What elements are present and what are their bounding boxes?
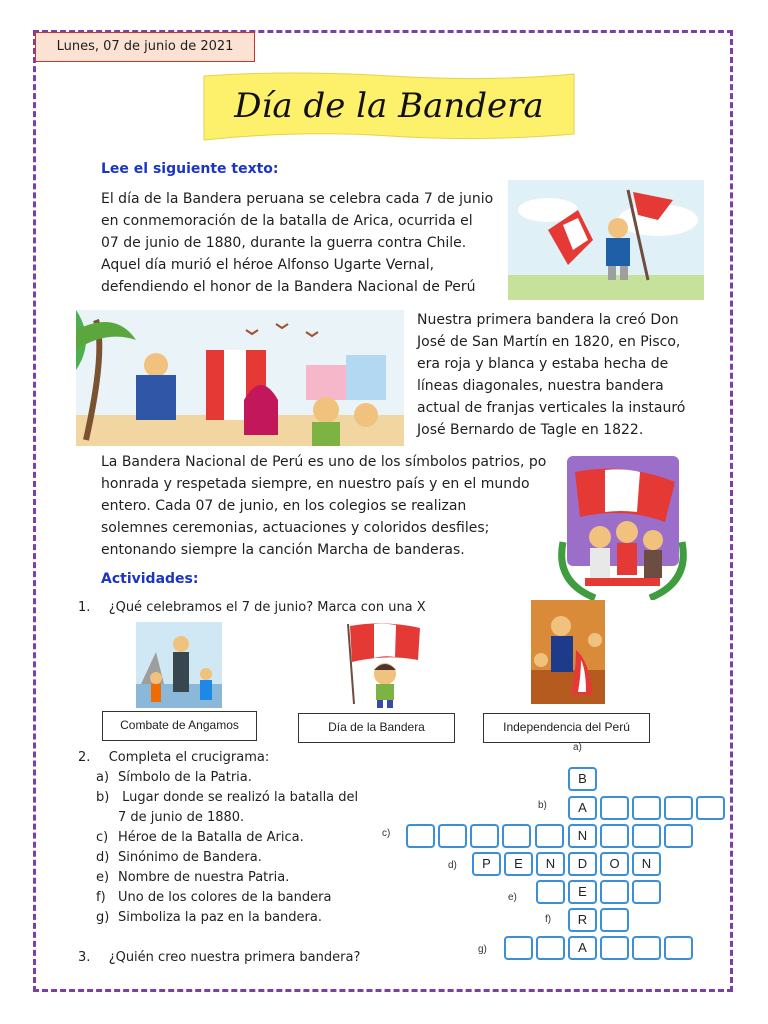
crossword-cell[interactable]: [664, 824, 693, 848]
paragraph-2-line: era roja y blanca y estaba hecha de: [417, 356, 669, 372]
paragraph-3: [101, 451, 546, 561]
paragraph-2-line: líneas diagonales, nuestra bandera: [417, 378, 664, 394]
crossword-cell[interactable]: [696, 796, 725, 820]
paragraph-2-line: José Bernardo de Tagle en 1822.: [417, 422, 644, 438]
crossword-cell[interactable]: [600, 880, 629, 904]
crossword-label-d: d): [448, 860, 457, 871]
paragraph-1-line: defendiendo el honor de la Bandera Nacional de Perú: [101, 279, 476, 295]
paragraph-3-line: honrada y respetada siempre, en nuestro país y en el mundo: [101, 476, 530, 492]
clue-item: f) Uno de los colores de la bandera: [96, 890, 332, 905]
crossword-cell[interactable]: D: [568, 852, 597, 876]
independence-illustration[interactable]: [531, 600, 605, 704]
paragraph-3-line: entero. Cada 07 de junio, en los colegios se realizan: [101, 498, 467, 514]
title-banner: [200, 70, 578, 146]
question-3-text: ¿Quién creo nuestra primera bandera?: [108, 950, 361, 965]
paragraph-2-line: Nuestra primera bandera la creó Don: [417, 312, 679, 328]
paragraph-2-line: José de San Martín en 1820, en Pisco,: [417, 334, 681, 350]
option-dia-bandera[interactable]: Día de la Bandera: [298, 713, 455, 743]
crossword-cell[interactable]: [536, 880, 565, 904]
crossword-cell[interactable]: E: [504, 852, 533, 876]
crossword-cell[interactable]: [600, 908, 629, 932]
crossword-cell[interactable]: [536, 936, 565, 960]
activities-heading: Actividades:: [101, 571, 199, 587]
question-2: [78, 750, 269, 765]
clue-item: c) Héroe de la Batalla de Arica.: [96, 830, 304, 845]
crossword-cell[interactable]: A: [568, 936, 597, 960]
crossword-cell[interactable]: N: [568, 824, 597, 848]
hero-flag-illustration: [508, 180, 704, 300]
crossword-label-f: f): [545, 914, 552, 925]
crossword-cell[interactable]: E: [568, 880, 597, 904]
crossword-cell[interactable]: [632, 936, 661, 960]
crossword-cell[interactable]: B: [568, 767, 597, 791]
question-3: [78, 950, 360, 965]
crossword-cell[interactable]: N: [632, 852, 661, 876]
paragraph-2-line: actual de franjas verticales la instauró: [417, 400, 686, 416]
crossword-label-c: c): [382, 828, 391, 839]
paragraph-1: [101, 188, 493, 298]
crossword-label-a: a): [573, 742, 582, 753]
crossword-cell[interactable]: [502, 824, 531, 848]
read-heading: Lee el siguiente texto:: [101, 161, 279, 177]
crossword-cell[interactable]: A: [568, 796, 597, 820]
crossword-cell[interactable]: [600, 936, 629, 960]
crossword-cell[interactable]: [470, 824, 499, 848]
crossword-cell[interactable]: [664, 796, 693, 820]
paragraph-3-line: La Bandera Nacional de Perú es uno de los símbolos patrios, po: [101, 454, 547, 470]
crossword-label-e: e): [508, 892, 517, 903]
crossword-label-g: g): [478, 944, 487, 955]
paragraph-1-line: 07 de junio de 1880, durante la guerra contra Chile.: [101, 235, 467, 251]
san-martin-illustration: [76, 310, 404, 446]
crossword-cell[interactable]: [406, 824, 435, 848]
kids-flag-emblem-illustration: [555, 452, 690, 600]
question-2-number: 2.: [78, 750, 91, 765]
option-angamos[interactable]: Combate de Angamos: [102, 711, 257, 741]
clue-list: [96, 768, 358, 928]
option-independencia[interactable]: Independencia del Perú: [483, 713, 650, 743]
crossword-cell[interactable]: [600, 824, 629, 848]
paragraph-3-line: entonando siempre la canción Marcha de banderas.: [101, 542, 465, 558]
paragraph-2: [417, 309, 685, 441]
clue-item: a) Símbolo de la Patria.: [96, 770, 252, 785]
clue-item: d) Sinónimo de Bandera.: [96, 850, 262, 865]
question-1-text: ¿Qué celebramos el 7 de junio? Marca con una X: [108, 600, 426, 615]
question-1: [78, 600, 426, 615]
crossword-cell[interactable]: [600, 796, 629, 820]
crossword-cell[interactable]: [664, 936, 693, 960]
crossword-grid: [380, 740, 730, 970]
crossword-cell[interactable]: [632, 796, 661, 820]
clue-item: e) Nombre de nuestra Patria.: [96, 870, 290, 885]
question-1-number: 1.: [78, 600, 91, 615]
clue-item: b) Lugar donde se realizó la batalla del: [96, 790, 359, 805]
crossword-cell[interactable]: R: [568, 908, 597, 932]
crossword-cell[interactable]: [632, 824, 661, 848]
question-2-text: Completa el crucigrama:: [108, 750, 270, 765]
crossword-cell[interactable]: P: [472, 852, 501, 876]
angamos-illustration[interactable]: [136, 622, 222, 708]
child-flag-illustration[interactable]: [340, 620, 426, 708]
crossword-cell[interactable]: [535, 824, 564, 848]
date-label: Lunes, 07 de junio de 2021: [35, 32, 255, 62]
clue-item: 7 de junio de 1880.: [118, 810, 245, 825]
paragraph-1-line: Aquel día murió el héroe Alfonso Ugarte Vernal,: [101, 257, 435, 273]
page-title: Día de la Bandera: [234, 86, 544, 126]
crossword-cell[interactable]: N: [536, 852, 565, 876]
paragraph-1-line: en conmemoración de la batalla de Arica, ocurrida el: [101, 213, 473, 229]
crossword-cell[interactable]: O: [600, 852, 629, 876]
paragraph-3-line: solemnes ceremonias, actuaciones y coloridos desfiles;: [101, 520, 490, 536]
clue-item: g) Simboliza la paz en la bandera.: [96, 910, 322, 925]
paragraph-1-line: El día de la Bandera peruana se celebra cada 7 de junio: [101, 191, 494, 207]
crossword-cell[interactable]: [504, 936, 533, 960]
crossword-cell[interactable]: [632, 880, 661, 904]
crossword-cell[interactable]: [438, 824, 467, 848]
crossword-label-b: b): [538, 800, 547, 811]
question-3-number: 3.: [78, 950, 91, 965]
